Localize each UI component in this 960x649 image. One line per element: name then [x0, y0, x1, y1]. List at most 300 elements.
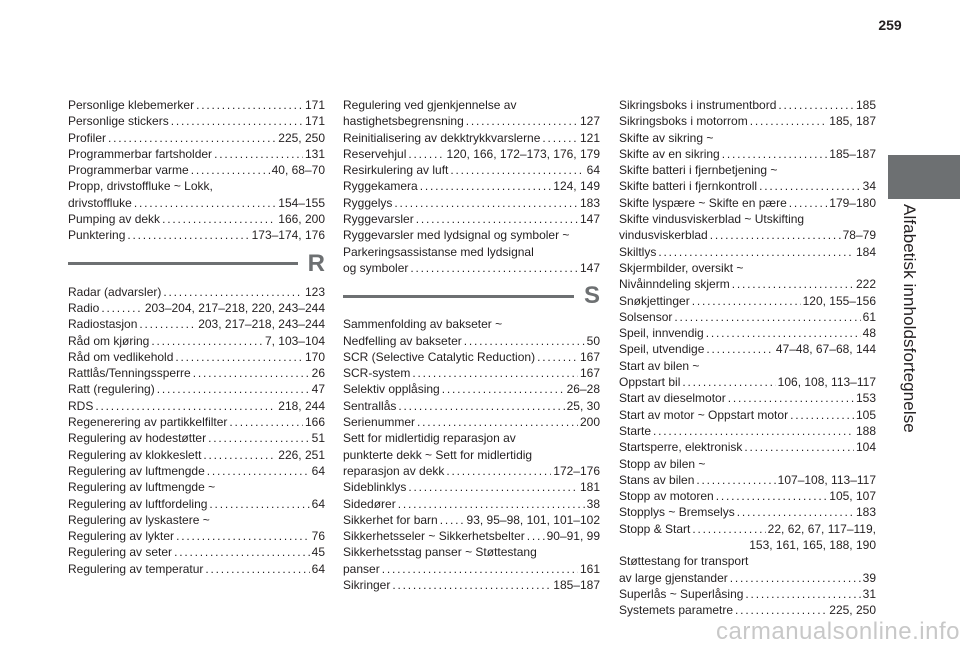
- entry-pages: 22, 62, 67, 117–119,: [767, 521, 876, 536]
- entry-label: Snøkjettinger: [619, 293, 690, 308]
- dot-leader: [151, 333, 263, 349]
- index-entry: [619, 146, 876, 162]
- entry-label: Sikringsboks i instrumentbord: [619, 98, 777, 112]
- entry-pages: 127: [579, 114, 600, 129]
- index-entry: [68, 113, 325, 129]
- dot-leader: [207, 463, 310, 479]
- dot-leader: [706, 325, 861, 341]
- index-entry: [343, 577, 600, 593]
- dot-leader: [728, 390, 854, 406]
- index-entry: [619, 472, 876, 488]
- entry-pages: 47: [311, 382, 325, 397]
- dot-leader: [420, 178, 552, 194]
- dot-leader: [208, 430, 310, 446]
- index-entry: [68, 97, 325, 113]
- index-entry: [619, 309, 876, 325]
- index-entry: [68, 414, 325, 430]
- index-entry: [343, 333, 600, 349]
- index-entry: [619, 195, 876, 211]
- dot-leader: [653, 423, 854, 439]
- index-entry: [619, 97, 876, 113]
- dot-leader: [722, 146, 828, 162]
- entry-pages: 107–108, 113–117: [777, 472, 876, 487]
- index-entry: [343, 496, 600, 512]
- entry-pages: 64: [311, 463, 325, 478]
- index-entry: [619, 276, 876, 292]
- entry-pages: 48: [862, 326, 876, 341]
- entry-label: Serienummer: [343, 415, 416, 430]
- entry-pages: 90–91, 99: [546, 529, 600, 544]
- entry-pages: 153: [855, 391, 876, 406]
- index-entry: [619, 504, 876, 520]
- entry-label: Radio: [68, 300, 100, 315]
- entry-label: RDS: [68, 398, 94, 413]
- index-entry: [619, 113, 876, 129]
- dot-leader: [735, 602, 827, 618]
- index-entry-line: Skifte batteri i fjernbetjening ~: [619, 163, 778, 178]
- index-entry: [619, 407, 876, 423]
- entry-pages: 47–48, 67–68, 144: [775, 342, 876, 357]
- index-entry: [619, 325, 876, 341]
- dot-leader: [209, 496, 309, 512]
- entry-label: Råd om kjøring: [68, 333, 150, 348]
- entry-label: Ryggekamera: [343, 179, 418, 194]
- index-entry: [619, 488, 876, 504]
- index-column-1: [68, 97, 325, 577]
- entry-label: Ryggelys: [343, 195, 393, 210]
- index-entry-line: Sett for midlertidig reparasjon av: [343, 431, 516, 446]
- entry-label: Sentrallås: [343, 398, 397, 413]
- entry-pages: 120, 155–156: [802, 293, 876, 308]
- index-entry: [619, 439, 876, 455]
- dot-leader: [171, 113, 303, 129]
- entry-label: av large gjenstander: [619, 570, 728, 585]
- entry-label: Personlige klebemerker: [68, 98, 195, 112]
- index-entry: [343, 528, 600, 544]
- entry-pages: 225, 250: [829, 603, 876, 618]
- entry-pages: 185: [855, 98, 876, 112]
- dot-leader: [527, 528, 545, 544]
- entry-pages: 200: [579, 415, 600, 430]
- index-entry-line: Sammenfolding av bakseter ~: [343, 317, 503, 332]
- dot-leader: [191, 162, 270, 178]
- index-entry: [68, 430, 325, 446]
- dot-leader: [745, 586, 860, 602]
- index-entry: [68, 284, 325, 300]
- entry-pages: 184: [855, 244, 876, 259]
- entry-label: Profiler: [68, 130, 107, 145]
- dot-leader: [674, 309, 860, 325]
- letter-heading: [68, 244, 325, 284]
- entry-label: Selektiv opplåsing: [343, 382, 440, 397]
- entry-label: Skiltlys: [619, 244, 657, 259]
- dot-leader: [127, 227, 249, 243]
- dot-leader: [101, 300, 142, 316]
- entry-label: Skifte batteri i fjernkontroll: [619, 179, 758, 194]
- dot-leader: [163, 284, 303, 300]
- entry-label: Regulering av klokkeslett: [68, 447, 202, 462]
- dot-leader: [442, 381, 565, 397]
- entry-pages: 226, 251: [278, 447, 325, 462]
- index-entry-line: Skjermbilder, oversikt ~: [619, 260, 744, 275]
- entry-pages: 225, 250: [278, 130, 325, 145]
- dot-leader: [732, 276, 854, 292]
- index-entry-line: Ryggevarsler med lydsignal og symboler ~: [343, 228, 570, 243]
- entry-pages: 203, 217–218, 243–244: [198, 317, 325, 332]
- entry-label: Startsperre, elektronisk: [619, 440, 743, 455]
- entry-pages: 172–176: [553, 463, 600, 478]
- heading-letter: S: [583, 282, 600, 310]
- dot-leader: [450, 162, 584, 178]
- dot-leader: [710, 227, 841, 243]
- index-entry: [343, 195, 600, 211]
- dot-leader: [134, 195, 276, 211]
- index-entry: [68, 447, 325, 463]
- entry-pages: 167: [579, 349, 600, 364]
- dot-leader: [95, 398, 276, 414]
- entry-pages: 161: [579, 561, 600, 576]
- entry-pages: 64: [311, 496, 325, 511]
- index-entry: [619, 293, 876, 309]
- index-entry-line: Propp, drivstoffluke ~ Lokk,: [68, 179, 213, 194]
- entry-pages: 123: [304, 284, 325, 299]
- dot-leader: [716, 488, 828, 504]
- entry-pages: 61: [862, 309, 876, 324]
- entry-label: Superlås ~ Superlåsing: [619, 586, 744, 601]
- dot-leader: [537, 349, 578, 365]
- index-entry-line: Skifte vindusviskerblad ~ Utskifting: [619, 212, 805, 227]
- entry-pages: 39: [862, 570, 876, 585]
- entry-label: Skifte av en sikring: [619, 146, 720, 161]
- entry-pages: 185–187: [553, 578, 600, 593]
- entry-label: Stopplys ~ Bremselys: [619, 505, 735, 520]
- entry-pages: 104: [855, 440, 876, 455]
- index-entry: [343, 178, 600, 194]
- index-entry: [619, 602, 876, 618]
- dot-leader: [193, 365, 310, 381]
- entry-label: Stans av bilen: [619, 472, 695, 487]
- entry-pages: 181: [579, 480, 600, 495]
- entry-pages-continued: 153, 161, 165, 188, 190: [749, 538, 876, 553]
- entry-label: Personlige stickers: [68, 114, 169, 129]
- index-entry: [619, 570, 876, 586]
- entry-pages: 78–79: [842, 228, 876, 243]
- entry-pages: 171: [304, 114, 325, 129]
- dot-leader: [440, 512, 465, 528]
- entry-label: Oppstart bil: [619, 375, 681, 390]
- index-entry: [343, 113, 600, 129]
- entry-pages: 64: [586, 163, 600, 178]
- index-entry-line: Parkeringsassistanse med lydsignal: [343, 244, 534, 259]
- dot-leader: [108, 130, 276, 146]
- dot-leader: [464, 333, 585, 349]
- entry-pages: 31: [862, 586, 876, 601]
- dot-leader: [446, 463, 551, 479]
- dot-leader: [229, 414, 303, 430]
- index-entry-line: Start av bilen ~: [619, 358, 700, 373]
- entry-pages: 38: [586, 496, 600, 511]
- entry-pages: 147: [579, 212, 600, 227]
- entry-label: Systemets parametre: [619, 603, 734, 618]
- index-entry: [68, 381, 325, 397]
- entry-label: Regulering av temperatur: [68, 561, 204, 576]
- index-entry-line: Støttestang for transport: [619, 554, 749, 569]
- entry-label: Råd om vedlikehold: [68, 349, 174, 364]
- index-entry: [343, 349, 600, 365]
- dot-leader: [737, 504, 854, 520]
- entry-pages: 170: [304, 349, 325, 364]
- entry-label: Skifte lyspære ~ Skifte en pære: [619, 195, 787, 210]
- entry-label: Sikringer: [343, 578, 391, 593]
- entry-label: Ratt (regulering): [68, 382, 155, 397]
- entry-pages: 183: [579, 195, 600, 210]
- entry-label: Reinitialisering av dekktrykkvarslerne: [343, 130, 541, 145]
- entry-label: Stopp av motoren: [619, 489, 714, 504]
- index-entry: [343, 479, 600, 495]
- entry-label: Speil, innvendig: [619, 326, 704, 341]
- entry-label: Ryggevarsler: [343, 212, 414, 227]
- entry-pages: 222: [855, 277, 876, 292]
- entry-label: Stopp & Start: [619, 521, 691, 536]
- dot-leader: [176, 528, 310, 544]
- dot-leader: [394, 195, 578, 211]
- index-entry-line: Regulering ved gjenkjennelse av: [343, 98, 517, 112]
- index-column-2: [343, 97, 600, 593]
- index-entry: [68, 528, 325, 544]
- index-entry: [343, 398, 600, 414]
- entry-label: Radiostasjon: [68, 317, 138, 332]
- entry-label: panser: [343, 561, 380, 576]
- entry-pages: 34: [862, 179, 876, 194]
- entry-label: og symboler: [343, 260, 409, 275]
- index-entry: [68, 227, 325, 243]
- index-entry: [343, 463, 600, 479]
- entry-label: hastighetsbegrensning: [343, 114, 464, 129]
- entry-label: vindusviskerblad: [619, 228, 708, 243]
- dot-leader: [744, 439, 854, 455]
- entry-pages: 154–155: [278, 195, 325, 210]
- index-entry-line: Regulering av luftmengde ~: [68, 480, 216, 495]
- index-entry-line: Regulering av lyskastere ~: [68, 512, 210, 527]
- entry-label: Sideblinklys: [343, 480, 407, 495]
- index-entry: [619, 586, 876, 602]
- index-entry: [68, 561, 325, 577]
- index-entry-line: Skifte av sikring ~: [619, 130, 714, 145]
- dot-leader: [416, 211, 578, 227]
- entry-pages: 185, 187: [829, 114, 876, 129]
- watermark: carmanualsonline.info: [716, 618, 960, 645]
- entry-label: Regenerering av partikkelfilter: [68, 415, 228, 430]
- dot-leader: [203, 447, 276, 463]
- entry-pages: 45: [311, 545, 325, 560]
- entry-pages: 76: [311, 529, 325, 544]
- index-entry: [68, 130, 325, 146]
- entry-pages: 26: [311, 366, 325, 381]
- entry-pages: 120, 166, 172–173, 176, 179: [446, 146, 600, 161]
- entry-label: Sikkerhetsseler ~ Sikkerhetsbelter: [343, 529, 525, 544]
- entry-label: Nedfelling av bakseter: [343, 333, 462, 348]
- entry-label: Regulering av seter: [68, 545, 173, 560]
- entry-pages: 106, 108, 113–117: [777, 375, 876, 390]
- index-entry: [619, 423, 876, 439]
- entry-label: Regulering av luftmengde: [68, 463, 205, 478]
- index-entry: [619, 341, 876, 357]
- entry-label: SCR-system: [343, 366, 411, 381]
- index-entry-line: Stopp av bilen ~: [619, 456, 706, 471]
- dot-leader: [759, 178, 861, 194]
- dot-leader: [778, 97, 854, 113]
- entry-pages: 203–204, 217–218, 220, 243–244: [144, 300, 325, 315]
- dot-leader: [692, 293, 801, 309]
- dot-leader: [417, 414, 578, 430]
- entry-label: Nivåinndeling skjerm: [619, 277, 730, 292]
- dot-leader: [205, 561, 309, 577]
- dot-leader: [214, 146, 303, 162]
- index-column-3: [619, 97, 876, 619]
- entry-pages: 167: [579, 366, 600, 381]
- entry-label: Reservehjul: [343, 146, 407, 161]
- index-entry: [343, 561, 600, 577]
- entry-label: Sikkerhet for barn: [343, 512, 438, 527]
- dot-leader: [392, 577, 551, 593]
- index-entry: [343, 162, 600, 178]
- section-label: Alfabetisk innholdsfortegnelse: [900, 204, 919, 433]
- dot-leader: [696, 472, 775, 488]
- entry-pages: 40, 68–70: [271, 163, 325, 178]
- entry-pages: 183: [855, 505, 876, 520]
- index-entry: [343, 381, 600, 397]
- heading-rule: [68, 262, 298, 265]
- dot-leader: [398, 398, 564, 414]
- index-entry: [68, 365, 325, 381]
- index-entry: [68, 349, 325, 365]
- index-entry: [68, 398, 325, 414]
- index-entry: [343, 260, 600, 276]
- section-tab: [888, 155, 960, 199]
- entry-pages: 25, 30: [566, 398, 600, 413]
- entry-label: Rattlås/Tenningssperre: [68, 366, 191, 381]
- index-entry: [619, 178, 876, 194]
- dot-leader: [174, 544, 310, 560]
- entry-pages: 147: [579, 260, 600, 275]
- dot-leader: [706, 341, 773, 357]
- entry-label: Programmerbar varme: [68, 163, 189, 178]
- dot-leader: [692, 521, 765, 537]
- entry-label: Punktering: [68, 228, 126, 243]
- entry-pages: 121: [579, 130, 600, 145]
- entry-pages: 50: [586, 333, 600, 348]
- index-entry: [619, 390, 876, 406]
- entry-label: Radar (advarsler): [68, 284, 162, 299]
- dot-leader: [542, 130, 578, 146]
- entry-pages: 173–174, 176: [251, 228, 325, 243]
- dot-leader: [139, 316, 196, 332]
- index-entry: [343, 211, 600, 227]
- entry-label: Regulering av hodestøtter: [68, 431, 207, 446]
- entry-label: Starte: [619, 423, 652, 438]
- dot-leader: [730, 570, 861, 586]
- dot-leader: [175, 349, 303, 365]
- entry-pages: 93, 95–98, 101, 101–102: [466, 512, 600, 527]
- entry-label: Solsensor: [619, 309, 673, 324]
- entry-label: Start av dieselmotor: [619, 391, 726, 406]
- index-entry: [619, 244, 876, 260]
- index-entry: [68, 316, 325, 332]
- index-entry-line: punkterte dekk ~ Sett for midlertidig: [343, 447, 533, 462]
- dot-leader: [196, 97, 303, 113]
- dot-leader: [408, 479, 578, 495]
- dot-leader: [682, 374, 775, 390]
- index-entry: [68, 195, 325, 211]
- entry-pages: 26–28: [566, 382, 600, 397]
- dot-leader: [157, 381, 310, 397]
- dot-leader: [408, 146, 444, 162]
- heading-rule: [343, 295, 574, 298]
- entry-pages: 105, 107: [829, 489, 876, 504]
- dot-leader: [466, 113, 578, 129]
- dot-leader: [789, 195, 828, 211]
- entry-pages: 166: [304, 415, 325, 430]
- index-entry: [68, 463, 325, 479]
- index-entry: [343, 365, 600, 381]
- entry-pages: 166, 200: [278, 212, 325, 227]
- entry-pages: 7, 103–104: [264, 333, 325, 348]
- entry-label: Regulering av luftfordeling: [68, 496, 208, 511]
- heading-letter: R: [307, 249, 325, 277]
- entry-pages: 218, 244: [278, 398, 325, 413]
- index-entry: [619, 521, 876, 537]
- letter-heading: [343, 276, 600, 316]
- index-entry: [68, 544, 325, 560]
- entry-label: Resirkulering av luft: [343, 163, 449, 178]
- index-entry: [619, 374, 876, 390]
- entry-pages: 124, 149: [553, 179, 600, 194]
- entry-label: Pumping av dekk: [68, 212, 161, 227]
- index-entry: [68, 496, 325, 512]
- index-entry: [68, 300, 325, 316]
- entry-label: drivstoffluke: [68, 195, 132, 210]
- entry-label: Sidedører: [343, 496, 396, 511]
- index-entry: [68, 162, 325, 178]
- index-entry: [343, 146, 600, 162]
- entry-label: Speil, utvendige: [619, 342, 705, 357]
- index-entry-line: Sikkerhetsstag panser ~ Støttestang: [343, 545, 537, 560]
- dot-leader: [398, 496, 585, 512]
- index-entry: [343, 414, 600, 430]
- dot-leader: [790, 407, 854, 423]
- entry-pages: 185–187: [829, 146, 876, 161]
- index-entry: [68, 333, 325, 349]
- entry-label: Sikringsboks i motorrom: [619, 114, 748, 129]
- dot-leader: [412, 365, 578, 381]
- index-entry: [343, 130, 600, 146]
- entry-pages: 105: [855, 407, 876, 422]
- entry-label: SCR (Selective Catalytic Reduction): [343, 349, 536, 364]
- dot-leader: [750, 113, 828, 129]
- dot-leader: [658, 244, 854, 260]
- entry-label: Regulering av lykter: [68, 529, 175, 544]
- entry-pages: 171: [304, 98, 325, 112]
- index-entry: [68, 146, 325, 162]
- entry-label: Programmerbar fartsholder: [68, 146, 213, 161]
- page-number: 259: [878, 17, 902, 33]
- entry-label: Start av motor ~ Oppstart motor: [619, 407, 789, 422]
- entry-label: reparasjon av dekk: [343, 463, 445, 478]
- entry-pages: 131: [304, 146, 325, 161]
- dot-leader: [382, 561, 578, 577]
- dot-leader: [162, 211, 276, 227]
- index-entry: [68, 211, 325, 227]
